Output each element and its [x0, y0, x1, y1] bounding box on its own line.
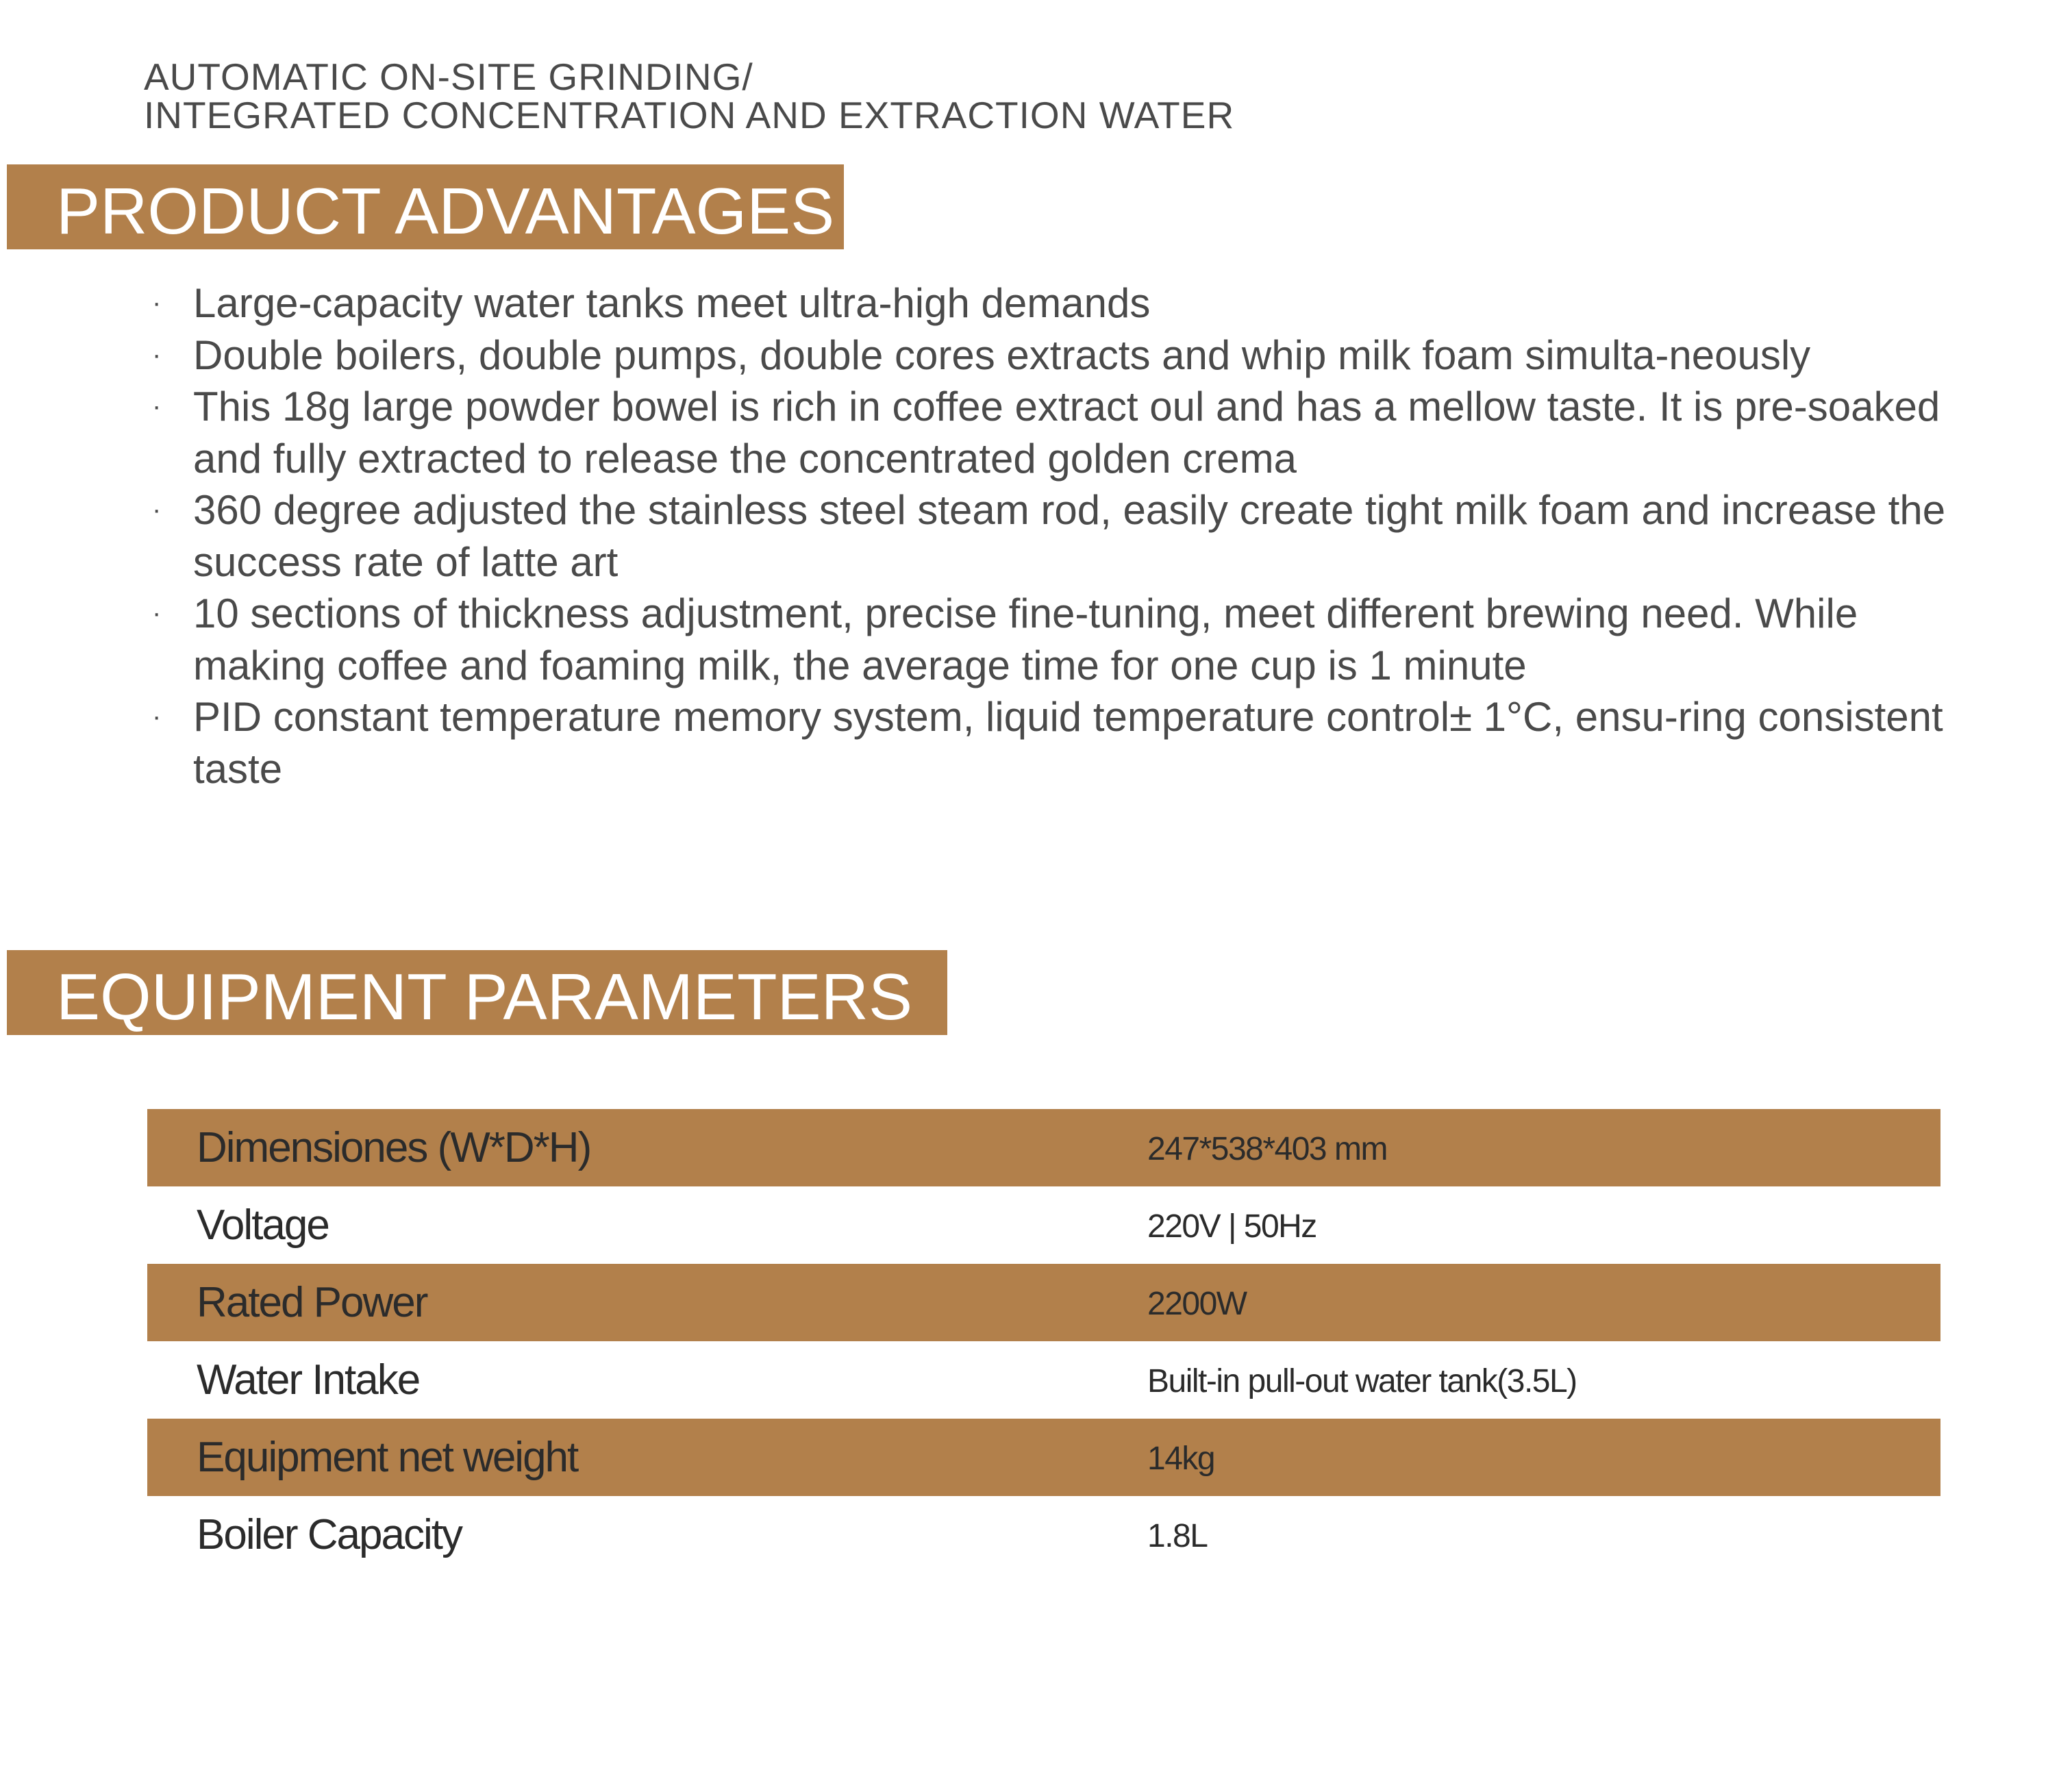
param-value: 1.8L [1147, 1518, 1208, 1554]
advantage-item [144, 588, 1952, 691]
bullet-icon: · [152, 391, 162, 421]
bullet-icon: · [152, 495, 162, 525]
product-advantages-title: PRODUCT ADVANTAGES [56, 175, 835, 248]
advantage-item [144, 691, 1952, 795]
param-label: Rated Power [197, 1279, 427, 1326]
param-value: Built-in pull-out water tank(3.5L) [1147, 1363, 1577, 1399]
advantage-text: 360 degree adjusted the stainless steel steam rod, easily create tight milk foam and increase the success rate of latte art [193, 487, 1946, 585]
parameters-table [147, 1109, 1940, 1573]
advantage-item [144, 329, 1952, 382]
advantage-text: Large-capacity water tanks meet ultra-high demands [193, 280, 1151, 326]
table-row [147, 1264, 1940, 1341]
subtitle-line-1: AUTOMATIC ON-SITE GRINDING/ [144, 55, 753, 98]
param-value: 14kg [1147, 1441, 1215, 1477]
advantage-text: This 18g large powder bowel is rich in coffee extract oul and has a mellow taste. It is pre-soaked and fully extracted to release the concentrated golden crema [193, 384, 1940, 482]
param-label: Boiler Capacity [197, 1511, 462, 1558]
param-label: Dimensiones (W*D*H) [197, 1124, 591, 1171]
param-label: Voltage [197, 1202, 329, 1249]
bullet-icon: · [152, 701, 162, 732]
advantage-text: Double boilers, double pumps, double cores extracts and whip milk foam simulta-neously [193, 332, 1811, 378]
advantage-item [144, 381, 1952, 484]
advantage-item [144, 484, 1952, 588]
equipment-parameters-banner [7, 950, 947, 1035]
table-row [147, 1496, 1940, 1573]
bullet-icon: · [152, 288, 162, 318]
table-row [147, 1109, 1940, 1186]
equipment-parameters-title: EQUIPMENT PARAMETERS [56, 960, 912, 1034]
param-value: 220V | 50Hz [1147, 1208, 1316, 1245]
bullet-icon: · [152, 598, 162, 628]
advantage-item [144, 277, 1952, 329]
table-row [147, 1341, 1940, 1419]
param-label: Water Intake [197, 1356, 420, 1404]
table-row [147, 1186, 1940, 1264]
table-row [147, 1419, 1940, 1496]
bullet-icon: · [152, 339, 162, 370]
advantage-text: 10 sections of thickness adjustment, precise fine-tuning, meet different brewing need. While making coffee and foaming milk, the average time for one cup is 1 minute [193, 590, 1858, 688]
param-value: 2200W [1147, 1286, 1247, 1322]
advantage-text: PID constant temperature memory system, liquid temperature control± 1°C, ensu-ring consistent taste [193, 694, 1943, 792]
product-advantages-banner [7, 164, 844, 249]
advantages-list [144, 277, 1952, 795]
param-label: Equipment net weight [197, 1434, 578, 1481]
param-value: 247*538*403 mm [1147, 1131, 1387, 1167]
subtitle-line-2: INTEGRATED CONCENTRATION AND EXTRACTION WATER [144, 94, 1235, 136]
